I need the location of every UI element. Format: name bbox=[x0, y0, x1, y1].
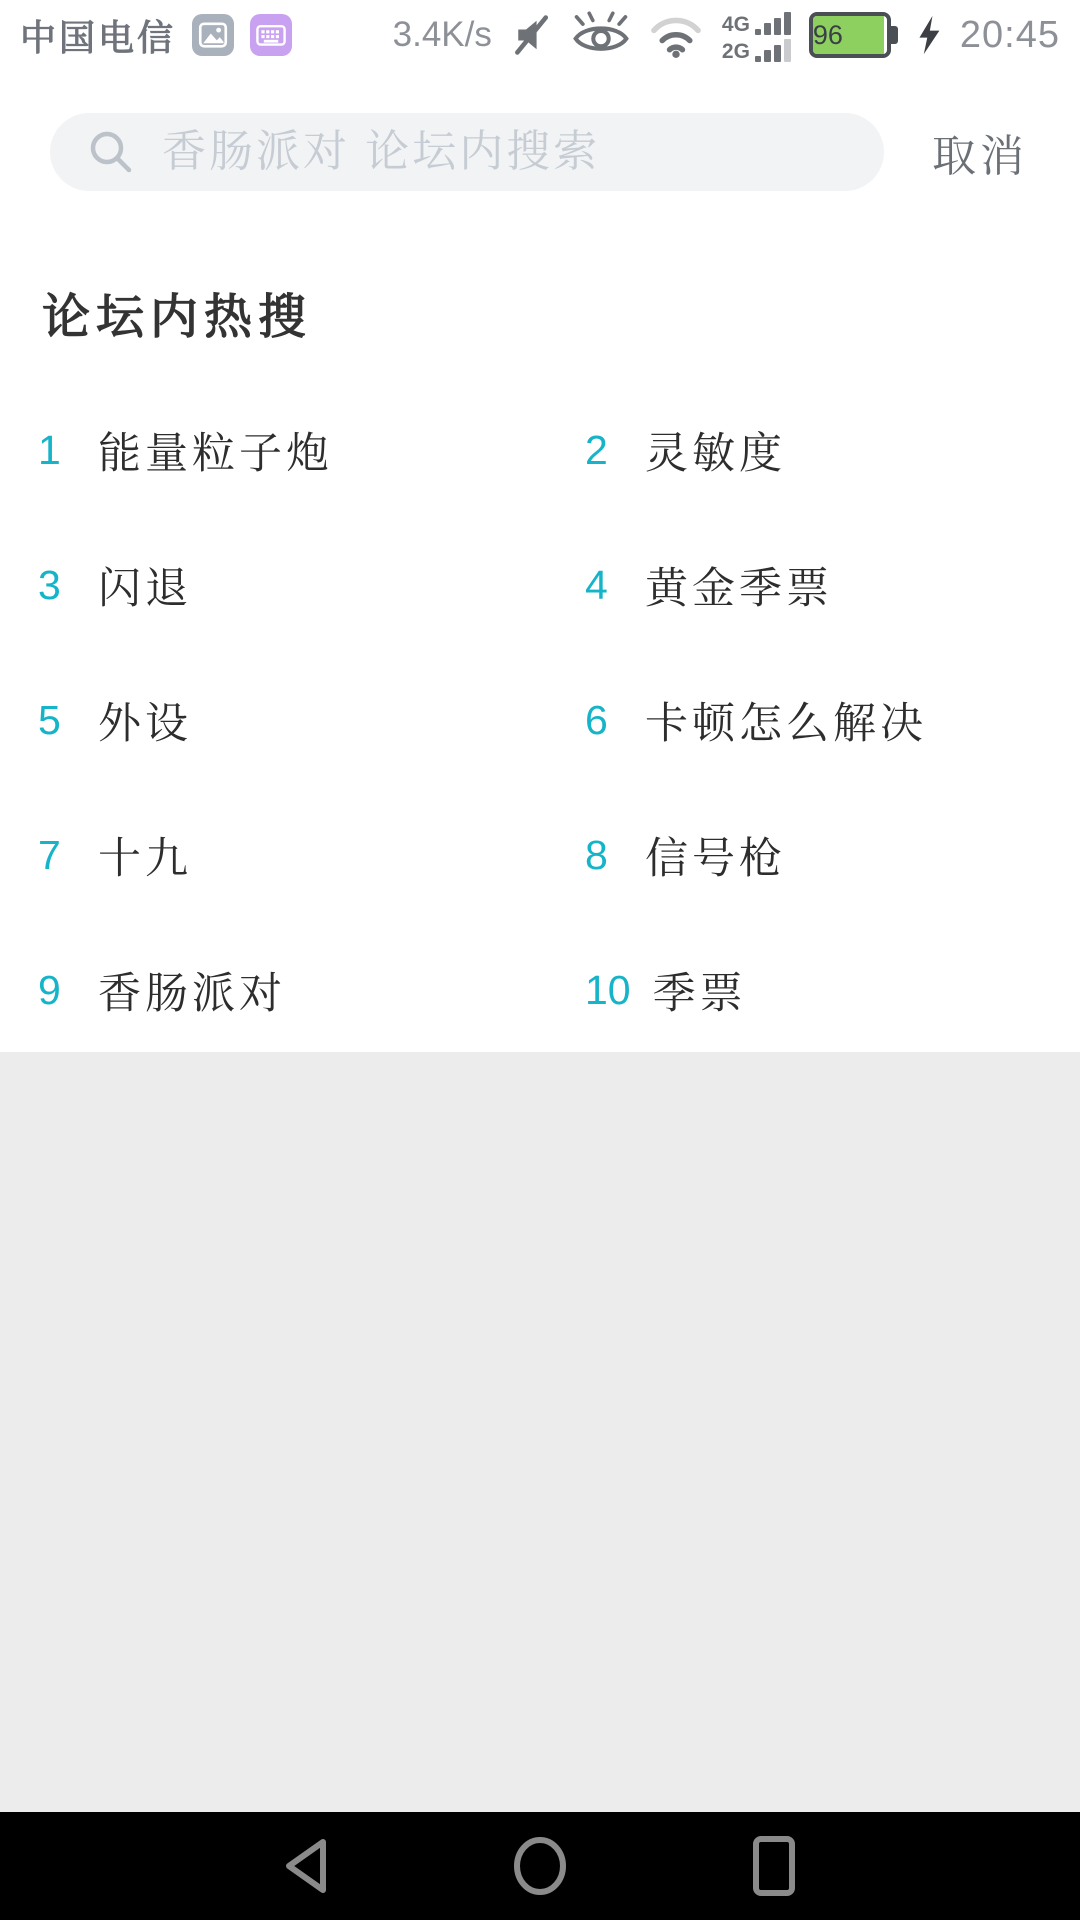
hot-search-item-10[interactable] bbox=[585, 923, 1040, 1058]
hot-search-item-4[interactable] bbox=[585, 518, 1040, 653]
hot-search-label: 香肠派对 bbox=[98, 970, 286, 1018]
signal-bar bbox=[774, 45, 781, 62]
signal-bar bbox=[774, 18, 781, 35]
back-icon bbox=[277, 1835, 335, 1897]
recents-button[interactable] bbox=[741, 1833, 807, 1899]
signal-dot bbox=[755, 29, 761, 35]
signal-dot bbox=[755, 56, 761, 62]
battery-indicator bbox=[809, 12, 898, 58]
picture-icon bbox=[198, 20, 228, 50]
hot-search-item-5[interactable] bbox=[38, 653, 585, 788]
notification-picture-badge bbox=[192, 14, 234, 56]
hot-search-label: 外设 bbox=[98, 700, 192, 748]
net-speed-label: 3.4K/s bbox=[392, 15, 492, 54]
recents-icon bbox=[745, 1835, 803, 1897]
signal-bar bbox=[764, 50, 771, 62]
carrier-label: 中国电信 bbox=[20, 16, 177, 58]
hot-search-item-7[interactable] bbox=[38, 788, 585, 923]
hot-search-label: 黄金季票 bbox=[645, 565, 833, 613]
signal-row-2g bbox=[722, 36, 791, 62]
hot-search-item-6[interactable] bbox=[585, 653, 1040, 788]
clock-label: 20:45 bbox=[959, 13, 1060, 56]
hot-search-rank: 5 bbox=[38, 697, 61, 743]
hot-search-item-2[interactable] bbox=[585, 383, 1040, 518]
status-bar bbox=[0, 0, 1080, 70]
hot-search-rank: 10 bbox=[585, 967, 631, 1013]
notification-keyboard-badge bbox=[250, 14, 292, 56]
status-bar-right bbox=[393, 9, 1060, 62]
eye-protection-icon bbox=[572, 11, 630, 59]
dimmed-background-area[interactable] bbox=[0, 1052, 1080, 1812]
hot-search-rank: 7 bbox=[38, 832, 61, 878]
magnifier-icon bbox=[86, 127, 136, 177]
hot-search-rank: 3 bbox=[38, 562, 61, 608]
hot-search-rank: 1 bbox=[38, 427, 61, 473]
battery-nub bbox=[891, 26, 898, 44]
hot-search-label: 十九 bbox=[98, 835, 192, 883]
hot-search-rank: 6 bbox=[585, 697, 608, 743]
signal-bar bbox=[764, 23, 771, 35]
network-type-4g: 4G bbox=[721, 12, 750, 36]
hot-search-item-1[interactable] bbox=[38, 383, 585, 518]
hot-search-label: 季票 bbox=[652, 970, 747, 1018]
search-row bbox=[50, 112, 1028, 192]
hot-search-item-3[interactable] bbox=[38, 518, 585, 653]
hot-search-label: 灵敏度 bbox=[645, 430, 786, 478]
wifi-icon bbox=[648, 12, 704, 58]
network-type-2g: 2G bbox=[721, 39, 750, 63]
signal-bar-empty bbox=[784, 39, 791, 62]
hot-search-label: 卡顿怎么解决 bbox=[645, 700, 927, 748]
android-navigation-bar bbox=[0, 1812, 1080, 1920]
lightning-bolt-icon bbox=[916, 13, 942, 57]
search-box[interactable] bbox=[50, 113, 884, 191]
hot-search-rank: 4 bbox=[585, 562, 608, 608]
search-input[interactable] bbox=[160, 126, 854, 178]
speaker-muted-icon bbox=[510, 13, 554, 57]
cancel-button[interactable]: 取消 bbox=[932, 132, 1028, 181]
hot-search-label: 能量粒子炮 bbox=[98, 430, 333, 478]
hot-search-rank: 9 bbox=[38, 967, 61, 1013]
home-button[interactable] bbox=[507, 1833, 573, 1899]
home-icon bbox=[511, 1835, 569, 1897]
signal-row-4g bbox=[722, 9, 791, 35]
battery-percent-label: 96 bbox=[812, 20, 843, 50]
battery-body bbox=[809, 12, 891, 58]
keyboard-icon bbox=[255, 19, 287, 51]
hot-search-rank: 2 bbox=[585, 427, 608, 473]
hot-search-item-8[interactable] bbox=[585, 788, 1040, 923]
hot-search-item-9[interactable] bbox=[38, 923, 585, 1058]
status-bar-left bbox=[20, 10, 292, 61]
hot-search-label: 闪退 bbox=[98, 565, 192, 613]
back-button[interactable] bbox=[273, 1833, 339, 1899]
signal-bar bbox=[784, 12, 791, 35]
cell-signal-indicator bbox=[722, 9, 791, 62]
hot-search-title: 论坛内热搜 bbox=[42, 291, 313, 344]
hot-search-list bbox=[38, 383, 1040, 1058]
hot-search-label: 信号枪 bbox=[645, 835, 786, 883]
hot-search-rank: 8 bbox=[585, 832, 608, 878]
